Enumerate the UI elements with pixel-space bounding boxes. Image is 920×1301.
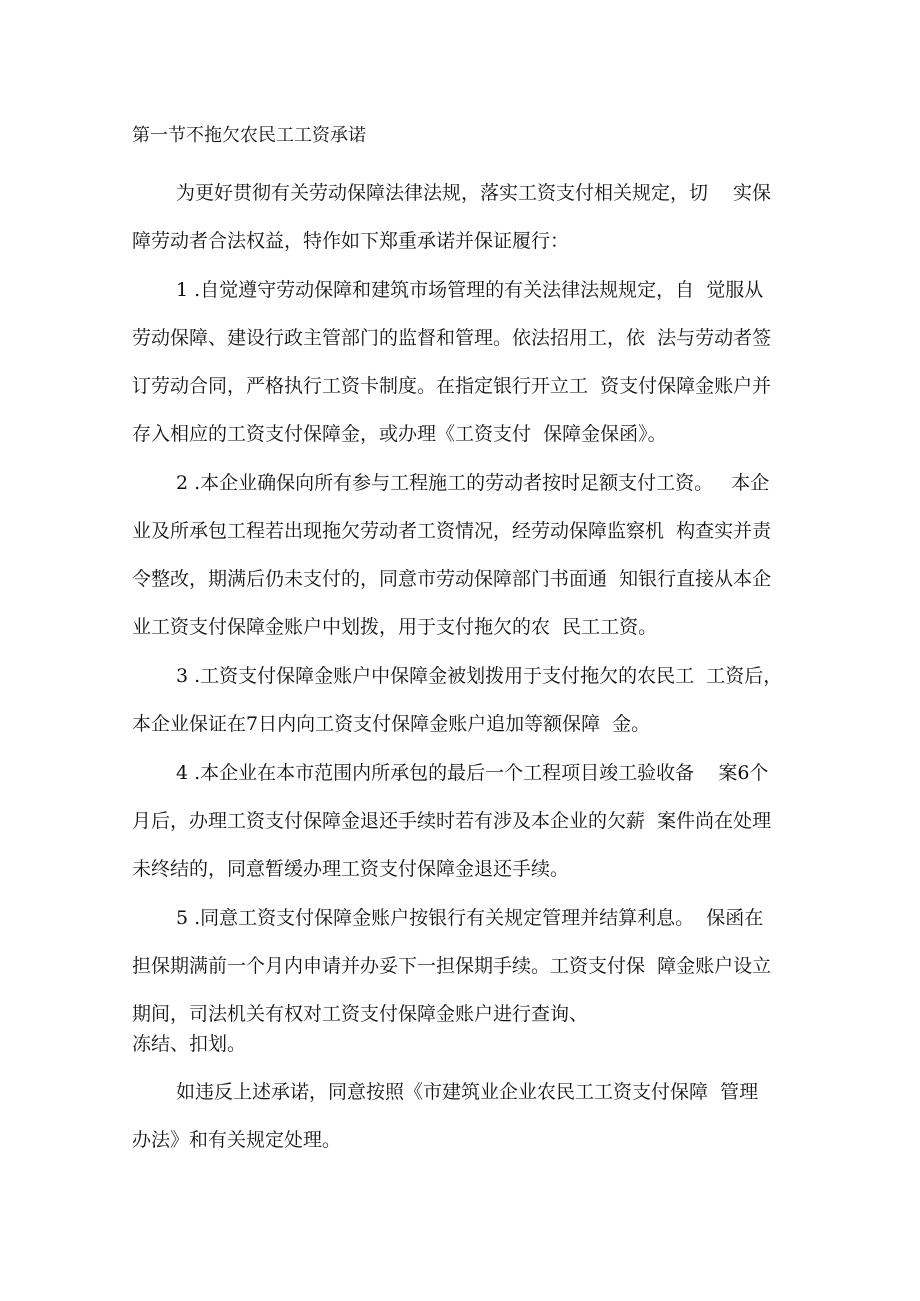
closing-line-2: 办法》和有关规定处理。	[132, 1129, 342, 1151]
intro-line-2: 障劳动者合法权益，特作如下郑重承诺并保证履行：	[132, 230, 570, 252]
item1-line-1: 1 .自觉遵守劳动保障和建筑市场管理的有关法律法规规定，自 觉服从	[176, 279, 764, 301]
item2-line-4: 业工资支付保障金账户中划拨，用于支付拖欠的农 民工工资。	[132, 616, 658, 638]
item2-line-1: 2 .本企业确保向所有参与工程施工的劳动者按时足额支付工资。 本企	[176, 472, 770, 494]
item5-line-1: 5 .同意工资支付保障金账户按银行有关规定管理并结算利息。 保函在	[176, 907, 764, 929]
item4-line-2: 月后，办理工资支付保障金退还手续时若有涉及本企业的欠薪 案件尚在处理	[132, 810, 772, 832]
item2-line-3: 令整改，期满后仍未支付的，同意市劳动保障部门书面通 知银行直接从本企	[132, 568, 772, 590]
item1-line-2: 劳动保障、建设行政主管部门的监督和管理。依法招用工，依 法与劳动者签	[132, 327, 772, 349]
intro-line-1: 为更好贯彻有关劳动保障法律法规，落实工资支付相关规定，切 实保	[176, 182, 772, 204]
item1-line-4: 存入相应的工资支付保障金，或办理《工资支付 保障金保函》。	[132, 423, 667, 445]
item2-line-2: 业及所承包工程若出现拖欠劳动者工资情况，经劳动保障监察机 构查实并责	[132, 520, 772, 542]
item3-line-2: 本企业保证在7日内向工资支付保障金账户追加等额保障 金。	[132, 713, 651, 735]
item3-line-1: 3 .工资支付保障金账户中保障金被划拨用于支付拖欠的农民工 工资后，	[176, 665, 783, 687]
closing-line-1: 如违反上述承诺，同意按照《市建筑业企业农民工工资支付保障 管理	[176, 1081, 759, 1103]
item1-line-3: 订劳动合同，严格执行工资卡制度。在指定银行开立工 资支付保障金账户并	[132, 375, 772, 397]
item5-line-2: 担保期满前一个月内申请并办妥下一担保期手续。工资支付保 障金账户设立	[132, 955, 772, 977]
item5-line-4: 冻结、扣划。	[132, 1033, 247, 1055]
section-title: 第一节不拖欠农民工工资承诺	[132, 125, 366, 146]
item4-line-1: 4 .本企业在本市范围内所承包的最后一个工程项目竣工验收备 案6个	[176, 762, 769, 784]
item5-line-3: 期间，司法机关有权对工资支付保障金账户进行查询、	[132, 1003, 589, 1025]
item4-line-3: 未终结的，同意暂缓办理工资支付保障金退还手续。	[132, 858, 570, 880]
